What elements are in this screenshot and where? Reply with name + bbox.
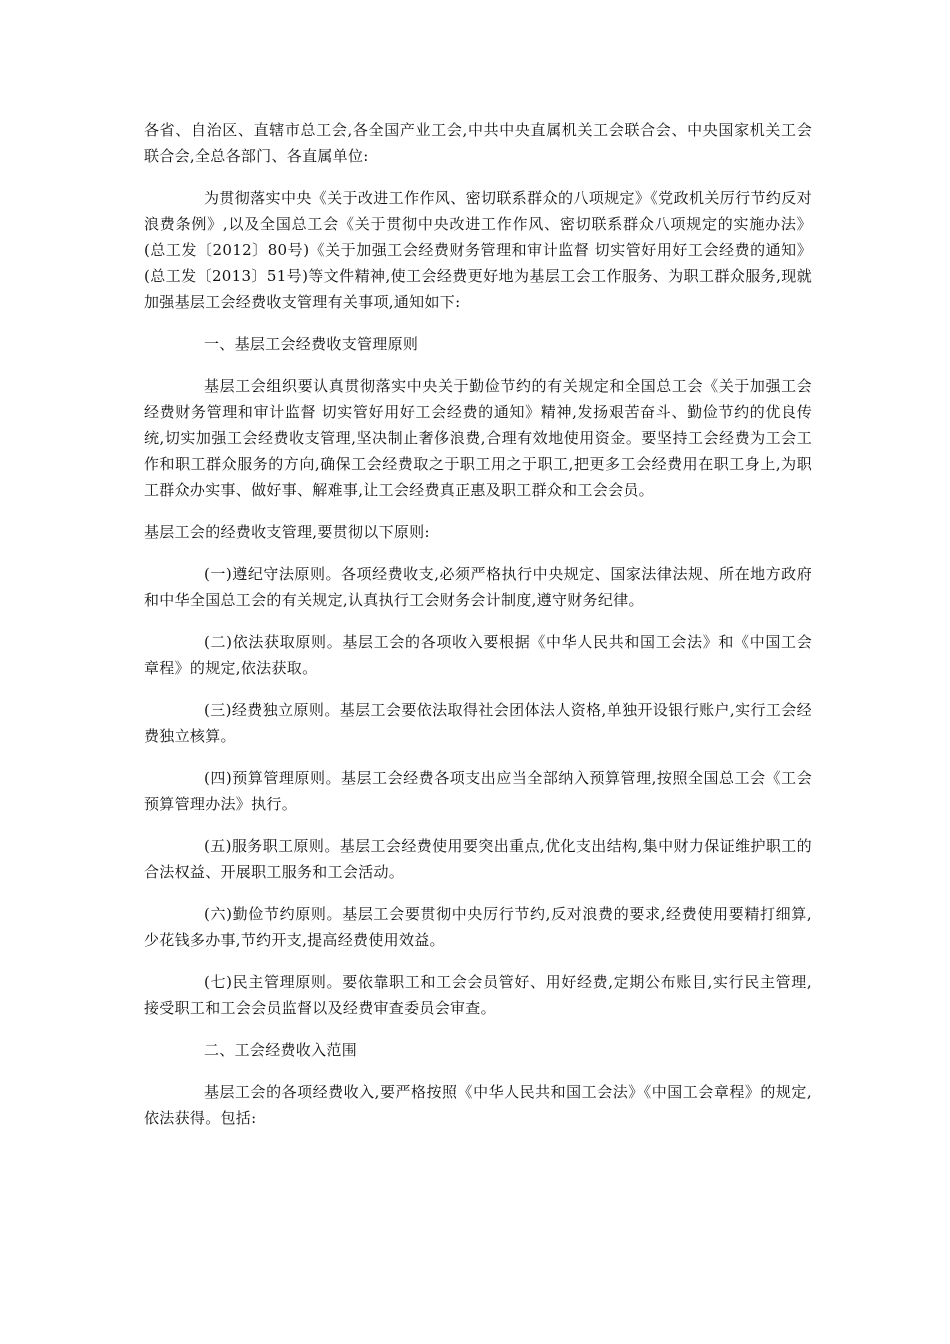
- principle-item-4: (四)预算管理原则。基层工会经费各项支出应当全部纳入预算管理,按照全国总工会《工会预算管理办法》执行。: [144, 769, 812, 813]
- section-heading-2: 二、工会经费收入范围: [204, 1041, 358, 1059]
- principle-item-6: (六)勤俭节约原则。基层工会要贯彻中央厉行节约,反对浪费的要求,经费使用要精打细算,少花钱多办事,节约开支,提高经费使用效益。: [144, 905, 812, 949]
- principle-item-5: (五)服务职工原则。基层工会经费使用要突出重点,优化支出结构,集中财力保证维护职工的合法权益、开展职工服务和工会活动。: [144, 837, 812, 881]
- body-paragraph: 基层工会的各项经费收入,要严格按照《中华人民共和国工会法》《中国工会章程》的规定,依法获得。包括:: [144, 1083, 812, 1127]
- section-heading-1: 一、基层工会经费收支管理原则: [204, 335, 419, 353]
- body-paragraph: 基层工会组织要认真贯彻落实中央关于勤俭节约的有关规定和全国总工会《关于加强工会经费财务管理和审计监督 切实管好用好工会经费的通知》精神,发扬艰苦奋斗、勤俭节约的优良传统,切实加强工会经费收支管理,坚决制止奢侈浪费,合理有效地使用资金。要坚持工会经费为工会工作和职工群众服务的方向,确保工会经费取之于职工用之于职工,把更多工会经费用在职工身上,为职工群众办实事、做好事、解难事,让工会经费真正惠及职工群众和工会会员。: [144, 377, 812, 499]
- body-paragraph: 基层工会的经费收支管理,要贯彻以下原则:: [144, 523, 430, 541]
- principle-item-3: (三)经费独立原则。基层工会要依法取得社会团体法人资格,单独开设银行账户,实行工会经费独立核算。: [144, 701, 812, 745]
- intro-paragraph: 为贯彻落实中央《关于改进工作作风、密切联系群众的八项规定》《党政机关厉行节约反对浪费条例》,以及全国总工会《关于贯彻中央改进工作作风、密切联系群众八项规定的实施办法》(总工发〔2012〕80号)《关于加强工会经费财务管理和审计监督 切实管好用好工会经费的通知》(总工发〔2013〕51号)等文件精神,使工会经费更好地为基层工会工作服务、为职工群众服务,现就加强基层工会经费收支管理有关事项,通知如下:: [144, 189, 812, 311]
- principle-item-7: (七)民主管理原则。要依靠职工和工会会员管好、用好经费,定期公布账目,实行民主管理,接受职工和工会会员监督以及经费审查委员会审查。: [144, 973, 812, 1017]
- principle-item-1: (一)遵纪守法原则。各项经费收支,必须严格执行中央规定、国家法律法规、所在地方政府和中华全国总工会的有关规定,认真执行工会财务会计制度,遵守财务纪律。: [144, 565, 812, 609]
- salutation: 各省、自治区、直辖市总工会,各全国产业工会,中共中央直属机关工会联合会、中央国家机关工会联合会,全总各部门、各直属单位:: [144, 121, 812, 165]
- principle-item-2: (二)依法获取原则。基层工会的各项收入要根据《中华人民共和国工会法》和《中国工会章程》的规定,依法获取。: [144, 633, 812, 677]
- document-body: [144, 117, 812, 1147]
